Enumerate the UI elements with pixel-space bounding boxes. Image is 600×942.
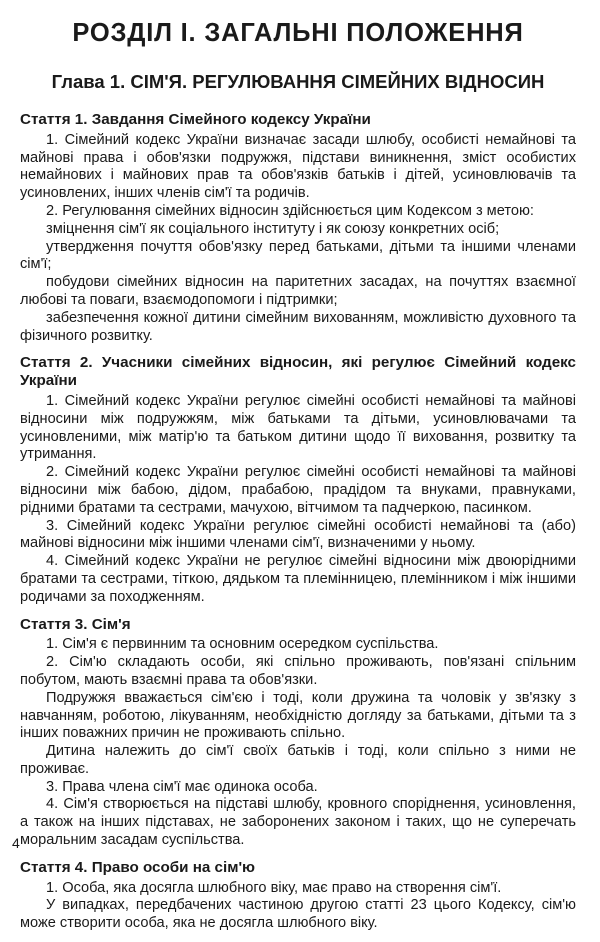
paragraph: 1. Сімейний кодекс України регулює сімейні особисті немайнові та майнові відносини між подружжям, між батьками та дітьми, усиновлювачами та усиновленими, між матір'ю та батьком дитини щодо її виховання, розвитку та утримання.	[20, 392, 576, 463]
paragraph: 2. Сім'ю складають особи, які спільно проживають, пов'язані спільним побутом, мають взаємні права та обов'язки.	[20, 654, 576, 688]
document-page	[20, 18, 576, 942]
paragraph: У випадках, передбачених частиною другою статті 23 цього Кодексу, сім'ю може створити особа, яка не досягла шлюбного віку.	[20, 897, 576, 932]
paragraph: зміцнення сім'ї як соціального інституту і як союзу конкретних осіб;	[46, 220, 500, 237]
section-title: РОЗДІЛ І. ЗАГАЛЬНІ ПОЛОЖЕННЯ	[72, 19, 524, 47]
paragraph: 1. Сімейний кодекс України визначає засади шлюбу, особисті немайнові та майнові права і обов'язки подружжя, підстави виникнення, зміст особистих немайнових і майнових прав та обов'язків батьків і дітей, усиновлювачів та усиновлених, інших членів сім'ї та родичів.	[20, 131, 576, 202]
paragraph: 2. Сімейний кодекс України регулює сімейні особисті немайнові та майнові відносини між бабою, дідом, прабабою, прадідом та внуками, правнуками, рідними братами та сестрами, мачухою, вітчимом та падчеркою, пасинком.	[20, 464, 576, 516]
paragraph: 3. Сімейний кодекс України регулює сімейні особисті немайнові та (або) майнові відносини між іншими членами сім'ї, визначеними у ньому.	[20, 517, 576, 552]
article-1	[20, 111, 576, 345]
paragraph: Подружжя вважається сім'єю і тоді, коли дружина та чоловік у зв'язку з навчанням, роботою, лікуванням, необхідністю догляду за батьками, дітьми та з інших поважних причин не проживають спільно.	[20, 689, 576, 742]
paragraph: 2. Регулювання сімейних відносин здійснюється цим Кодексом з метою:	[46, 202, 534, 219]
article-title: Стаття 3. Сім'я	[20, 615, 131, 633]
article-title: Стаття 2. Учасники сімейних відносин, які регулює Сімейний кодекс України	[20, 354, 576, 390]
paragraph: побудови сімейних відносин на паритетних засадах, на почуттях взаємної любові та поваги, взаємодопомоги і підтримки;	[20, 274, 576, 308]
paragraph: 4. Сімейний кодекс України не регулює сімейні відносини між двоюрідними братами та сестрами, тіткою, дядьком та племінницею, племінником і між іншими родичами за походженням.	[20, 553, 576, 605]
article-3	[20, 616, 576, 850]
paragraph: 4. Сім'я створюється на підставі шлюбу, кровного споріднення, усиновлення, а також на інших підставах, не заборонених законом і таких, що не суперечать моральним засадам суспільства.	[20, 796, 576, 849]
article-title: Стаття 1. Завдання Сімейного кодексу України	[20, 111, 371, 128]
article-title: Стаття 4. Право особи на сім'ю	[20, 858, 256, 876]
paragraph: 1. Сім'я є первинним та основним осередком суспільства.	[46, 636, 439, 653]
paragraph: утвердження почуття обов'язку перед батьками, дітьми та іншими членами сім'ї;	[20, 238, 576, 273]
paragraph: 3. Права члена сім'ї має одинока особа.	[46, 778, 318, 795]
paragraph: 1. Особа, яка досягла шлюбного віку, має право на створення сім'ї.	[46, 879, 502, 896]
chapter-title: Глава 1. СІМ'Я. РЕГУЛЮВАННЯ СІМЕЙНИХ ВІДНОСИН	[51, 71, 545, 92]
page-number: 4	[12, 835, 20, 851]
article-4	[20, 859, 576, 933]
paragraph: забезпечення кожної дитини сімейним вихованням, можливістю духовного та фізичного розвитку.	[20, 309, 576, 344]
paragraph: Дитина належить до сім'ї своїх батьків і тоді, коли спільно з ними не проживає.	[20, 743, 576, 777]
article-2	[20, 354, 576, 606]
